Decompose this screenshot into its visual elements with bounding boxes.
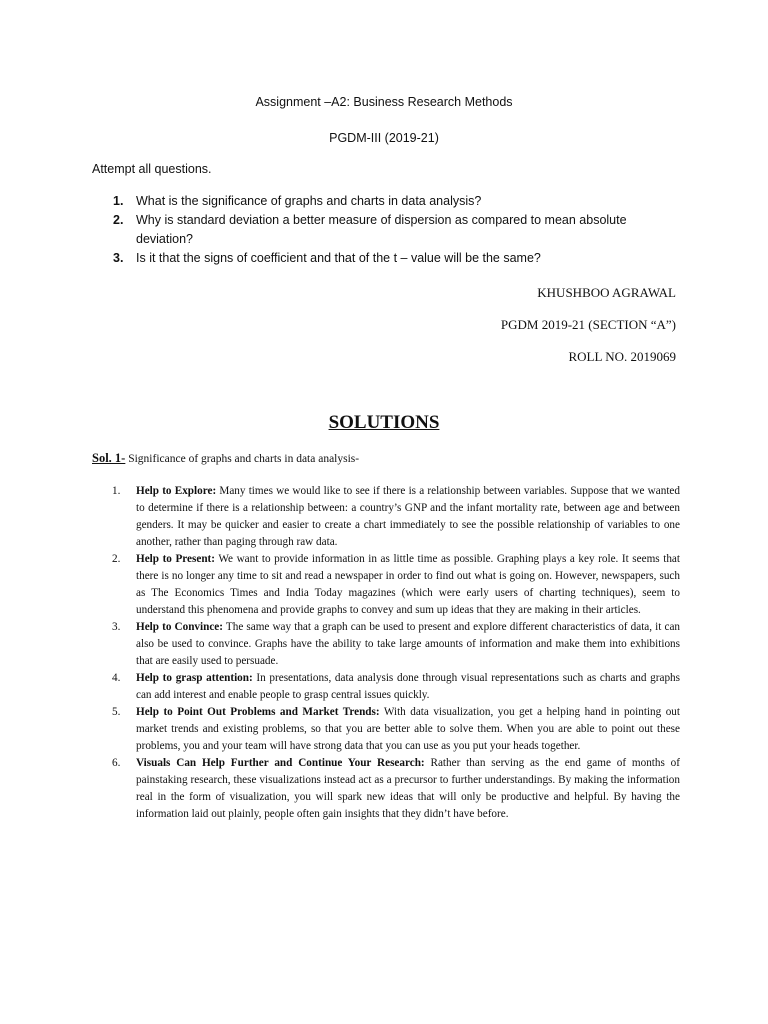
question-text: Why is standard deviation a better measure of dispersion as compared to mean absolute deviation? [136, 213, 627, 246]
point-text: Rather than serving as the end game of months of painstaking research, these visualizations instead act as a precursor to further understandings. By making the information real in the form of visualization, you will spark new ideas that will only be productive and helpful. By having the information laid out plainly, people often gain insights that they didn’t have before. [136, 757, 681, 820]
point-text: In presentations, data analysis done through visual representations such as charts and graphs can add interest and enable people to grasp central issues quickly. [136, 672, 680, 701]
point-number: 3. [112, 621, 121, 633]
point-title: Help to Explore: [136, 485, 217, 497]
author-program: PGDM 2019-21 (SECTION “A”) [500, 317, 676, 332]
solution-point [112, 755, 680, 823]
point-text: The same way that a graph can be used to present and explore different characteristics of data, it can also be used to convince. Graphs have the ability to take large amounts of information and make them into exhibitions that are easily used to persuade. [136, 621, 681, 667]
question-text: Is it that the signs of coefficient and that of the t – value will be the same? [136, 251, 541, 265]
question-item [113, 249, 653, 268]
question-item [113, 192, 653, 211]
point-title: Help to Present: [136, 553, 216, 565]
program-subtitle: PGDM-III (2019-21) [329, 131, 439, 145]
point-number: 5. [112, 706, 121, 718]
question-number: 1. [113, 194, 124, 208]
question-number: 3. [113, 251, 124, 265]
point-text: Many times we would like to see if there is a relationship between variables. Suppose that we wanted to determine if there is a relationship between: a country’s GNP and the infant mortality rate, between age and between genders. It may be quicker and easier to create a chart immediately to see the possible relationship of variables to one another, rather than paging through raw data. [136, 485, 680, 548]
solution-1-intro: Significance of graphs and charts in data analysis- [125, 453, 360, 465]
solution-1-points [112, 483, 680, 823]
question-number: 2. [113, 213, 124, 227]
point-number: 6. [112, 757, 121, 769]
solution-1-label: Sol. 1- [92, 451, 126, 465]
instruction-text: Attempt all questions. [92, 162, 212, 176]
question-list [113, 192, 653, 268]
solution-point [112, 619, 680, 670]
point-title: Visuals Can Help Further and Continue Your Research: [136, 757, 425, 769]
point-number: 4. [112, 672, 121, 684]
point-title: Help to Point Out Problems and Market Trends: [136, 706, 380, 718]
author-name: KHUSHBOO AGRAWAL [537, 285, 676, 300]
solution-point [112, 670, 680, 704]
solutions-heading: SOLUTIONS [328, 412, 440, 433]
assignment-title: Assignment –A2: Business Research Methods [255, 95, 513, 109]
solution-1-heading [92, 451, 359, 466]
point-number: 2. [112, 553, 121, 565]
author-roll-number: ROLL NO. 2019069 [568, 349, 676, 364]
point-text: We want to provide information in as little time as possible. Graphing plays a key role. It seems that there is no longer any time to sit and read a newspaper in order to find out what is going on. However, newspapers, such as The Economics Times and India Today magazines (which were early users of charting techniques), seem to understand this phenomena and provide graphs to convey and sum up ideas that they are making in their articles. [136, 553, 680, 616]
point-title: Help to Convince: [136, 621, 223, 633]
solution-point [112, 704, 680, 755]
point-text: With data visualization, you get a helping hand in pointing out market trends and existing problems, so that you are better able to solve them. When you are able to point out these problems, you and your team will have strong data that you can use as you put your heads together. [136, 706, 680, 752]
solution-point [112, 483, 680, 551]
point-number: 1. [112, 485, 121, 497]
solution-point [112, 551, 680, 619]
question-text: What is the significance of graphs and charts in data analysis? [136, 194, 482, 208]
question-item [113, 211, 653, 249]
point-title: Help to grasp attention: [136, 672, 253, 684]
